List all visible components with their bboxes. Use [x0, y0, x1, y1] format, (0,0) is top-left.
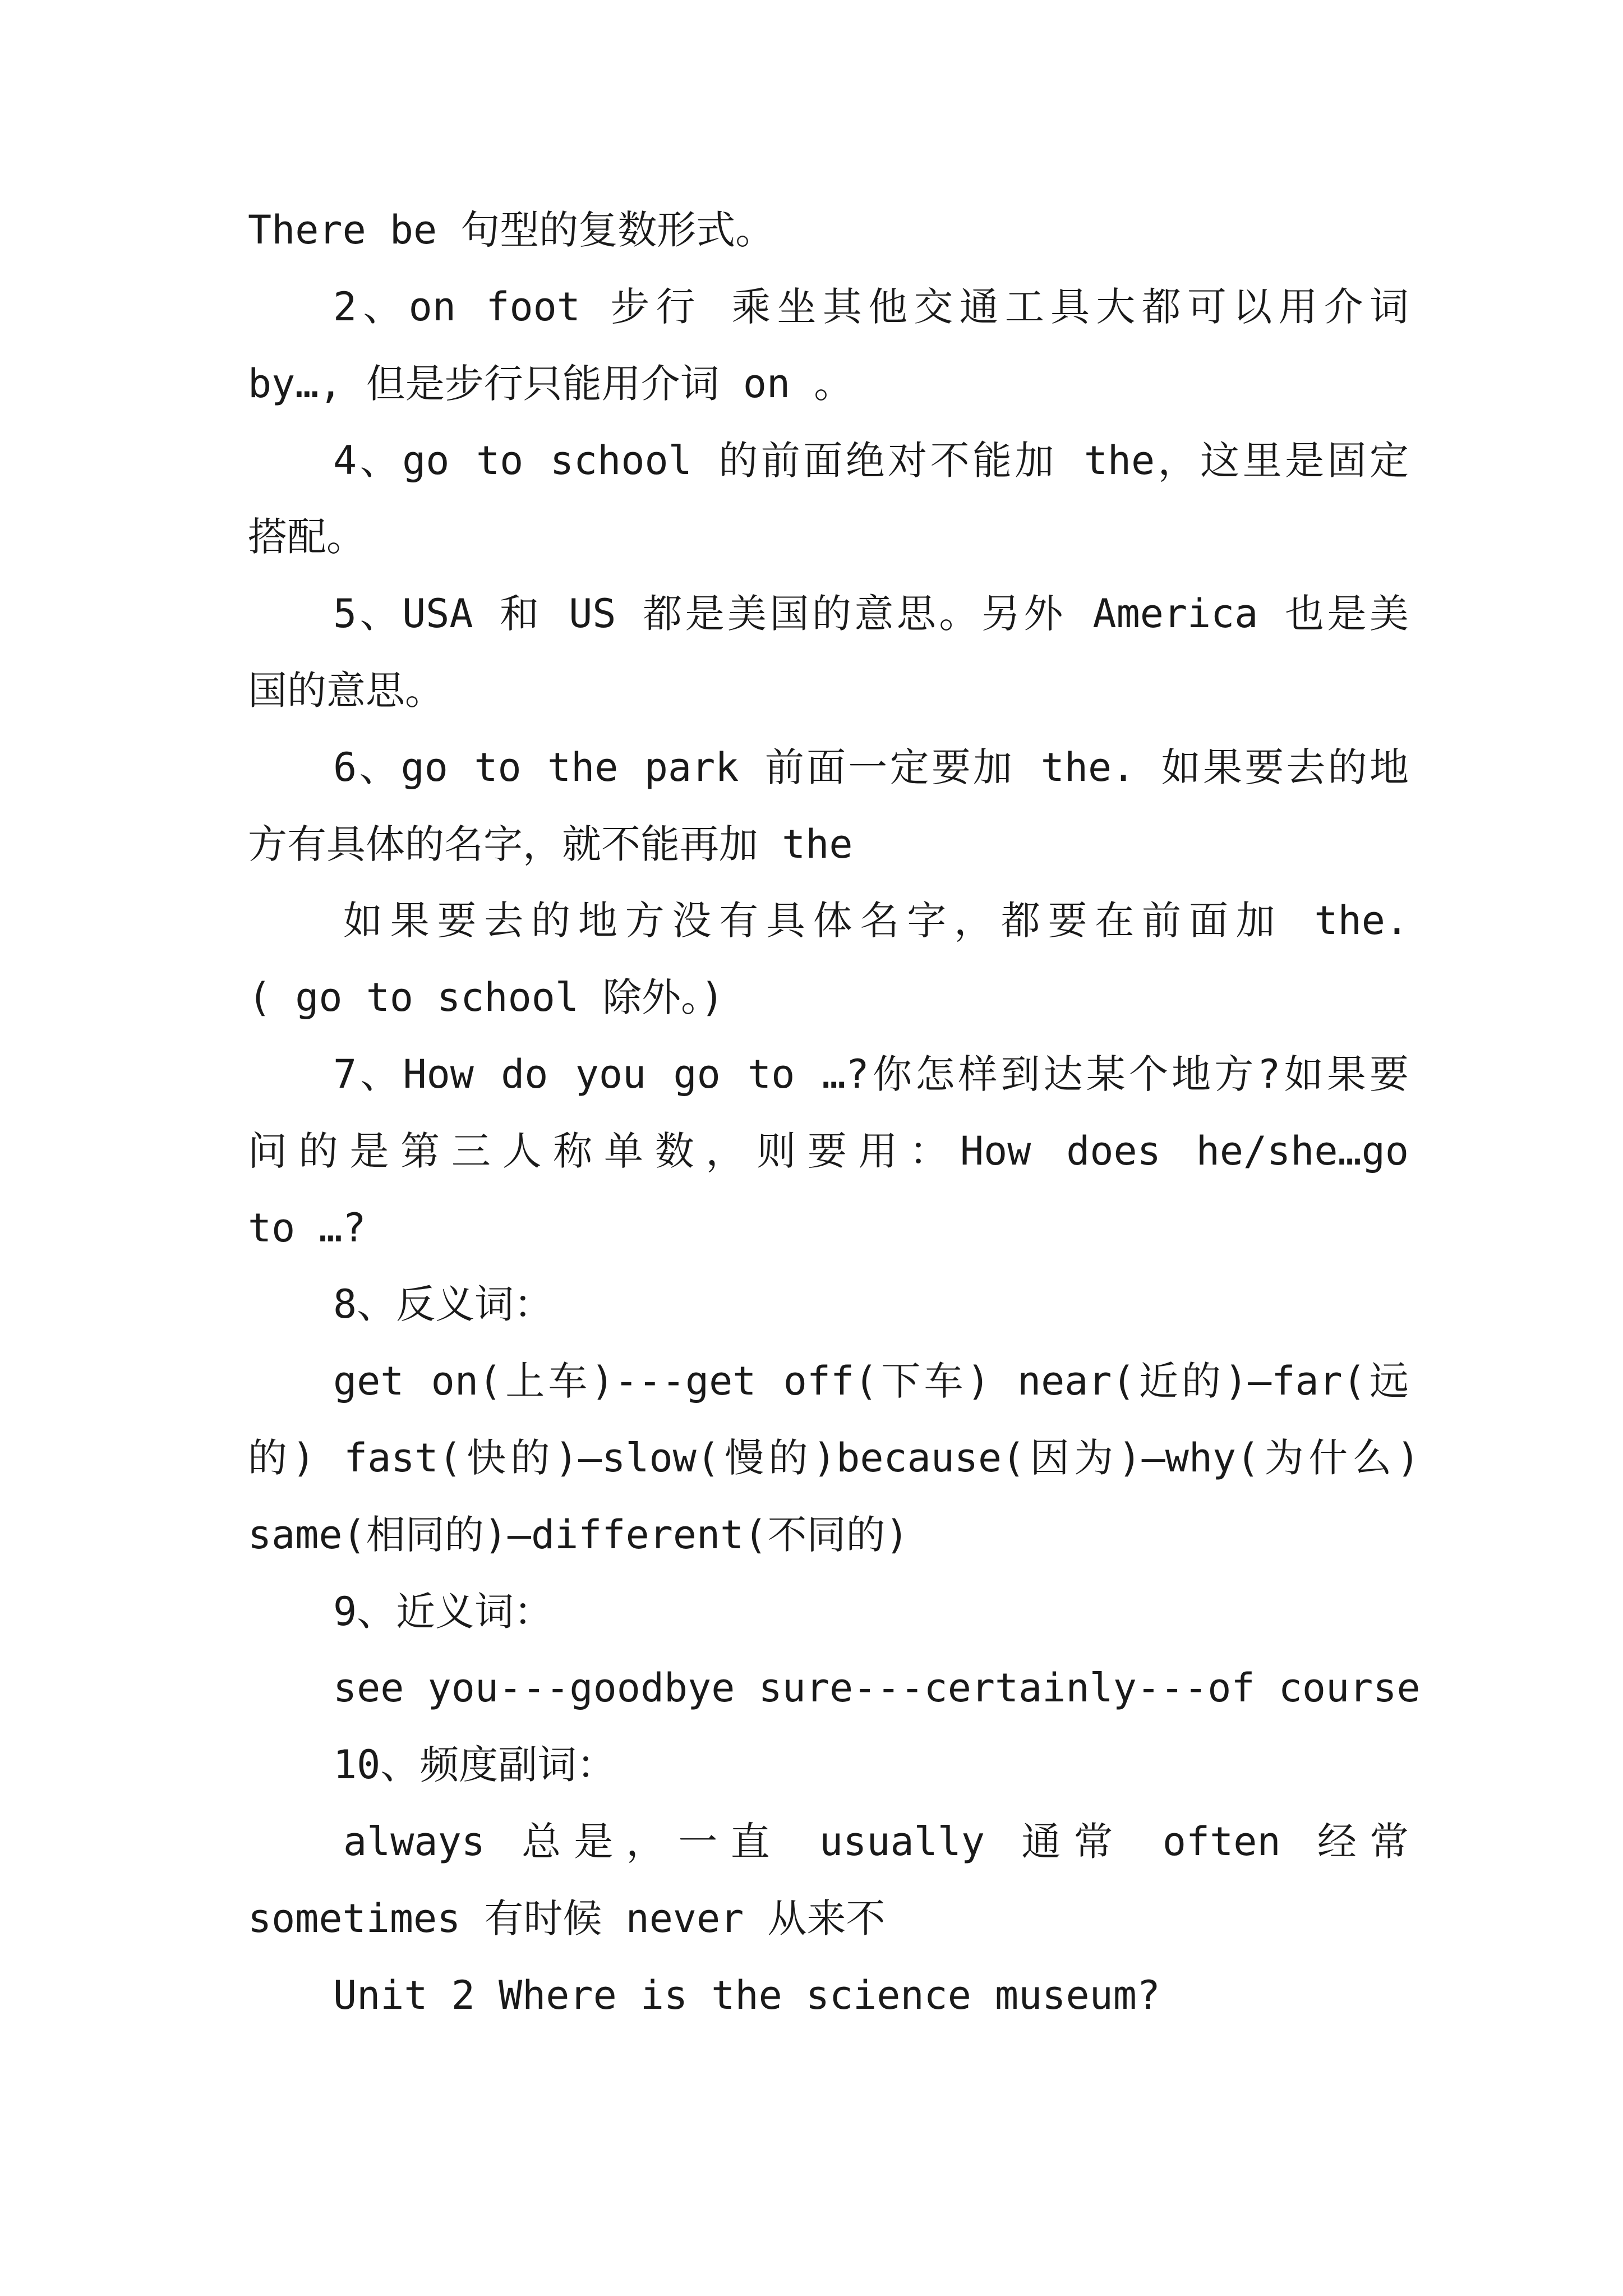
text-line: 问的是第三人称单数，则要用：How does he/she…go: [248, 1128, 1409, 1174]
text-line: 5、USA 和 US 都是美国的意思。另外 America 也是美: [333, 591, 1409, 637]
text-line: sometimes 有时候 never 从来不: [248, 1895, 886, 1941]
text-line: 10、频度副词：: [333, 1742, 616, 1788]
text-line: always 总是，一直 usually 通常 often 经常: [343, 1819, 1409, 1865]
text-line: ( go to school 除外。): [248, 974, 725, 1020]
text-line: same(相同的)—different(不同的): [248, 1512, 909, 1558]
text-line: 国的意思。: [248, 668, 444, 714]
text-line: see you---goodbye sure---certainly---of course: [333, 1665, 1421, 1711]
text-line: 7、How do you go to …?你怎样到达某个地方?如果要: [333, 1051, 1409, 1097]
text-line: get on(上车)---get off(下车) near(近的)—far(远: [333, 1358, 1409, 1404]
text-line: 2、on foot 步行 乘坐其他交通工具大都可以用介词: [333, 284, 1409, 330]
text-line: 6、go to the park 前面一定要加 the. 如果要去的地: [333, 744, 1409, 790]
text-line: There be 句型的复数形式。: [248, 207, 775, 253]
text-line: Unit 2 Where is the science museum?: [333, 1972, 1161, 2018]
text-line: 搭配。: [248, 514, 366, 560]
text-line: 8、反义词：: [333, 1281, 554, 1327]
text-line: 9、近义词：: [333, 1589, 554, 1635]
text-line: to …?: [248, 1205, 366, 1251]
text-line: 如果要去的地方没有具体名字，都要在前面加 the.: [343, 898, 1409, 944]
text-line: by…, 但是步行只能用介词 on 。: [248, 361, 854, 407]
text-line: 4、go to school 的前面绝对不能加 the，这里是固定: [333, 438, 1409, 484]
text-line: 的) fast(快的)—slow(慢的)because(因为)—why(为什么): [248, 1435, 1420, 1481]
text-line: 方有具体的名字，就不能再加 the: [248, 821, 853, 867]
